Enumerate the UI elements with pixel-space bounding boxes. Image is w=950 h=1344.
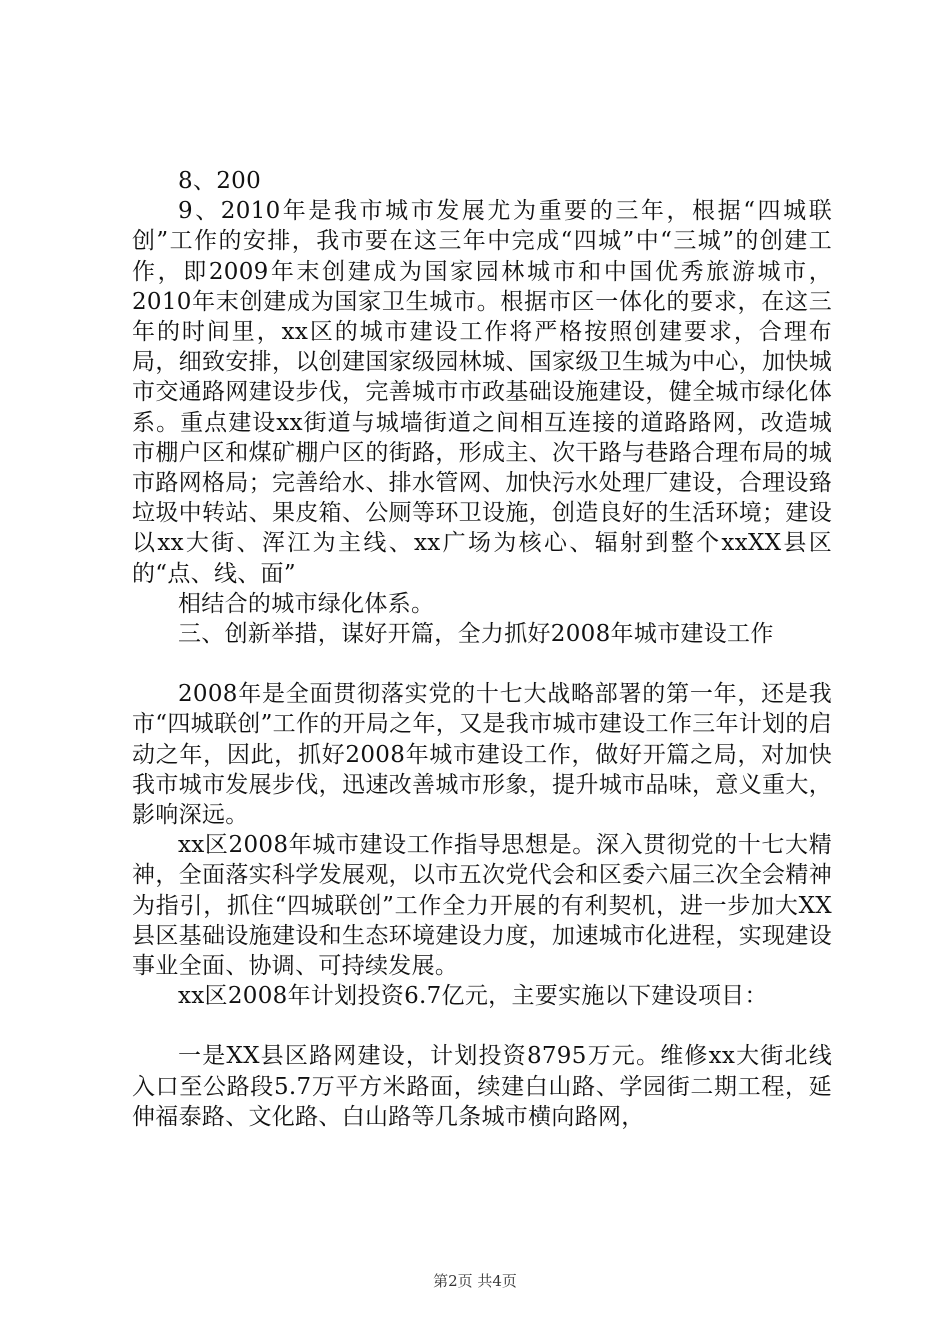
paragraph-item-9: 9、2010年是我市城市发展尤为重要的三年，根据“四城联创”工作的安排，我市要在这三年中完成“四城”中“三城”的创建工作，即2009年末创建成为国家园林城市和中国优秀旅游城市，2010年末创建成为国家卫生城市。根据市区一体化的要求，在这三年的时间里，xx区的城市建设工作将严格按照创建要求，合理布局，细致安排，以创建国家级园林城、国家级卫生城为中心，加快城市交通路网建设步伐，完善城市市政基础设施建设，健全城市绿化体系。重点建设xx街道与城墙街道之间相互连接的道路路网，改造城市棚户区和煤矿棚户区的街路，形成主、次干路与巷路合理布局的城市路网格局；完善给水、排水管网、加快污水处理厂建设，合理设臵垃圾中转站、果皮箱、公厕等环卫设施，创造良好的生活环境；建设以xx大街、浑江为主线、xx广场为核心、辐射到整个xxXX县区的“点、线、面” xyxy=(132,198,832,587)
page-footer: 第2页 共4页 xyxy=(433,1272,517,1290)
paragraph-guiding-thought: xx区2008年城市建设工作指导思想是。深入贯彻党的十七大精神，全面落实科学发展观，以市五次党代会和区委六届三次全会精神为指引，抓住“四城联创”工作全力开展的有利契机，进一步加大XX县区基础设施建设和生态环境建设力度，加速城市化进程，实现建设事业全面、协调、可持续发展。 xyxy=(132,832,832,980)
document-body xyxy=(132,166,832,1132)
paragraph-2008-overview: 2008年是全面贯彻落实党的十七大战略部署的第一年，还是我市“四城联创”工作的开局之年，又是我市城市建设工作三年计划的启动之年，因此，抓好2008年城市建设工作，做好开篇之局，对加快我市城市发展步伐，迅速改善城市形象，提升城市品味，意义重大，影响深远。 xyxy=(132,681,832,829)
paragraph-road-network: 一是XX县区路网建设，计划投资8795万元。维修xx大街北线入口至公路段5.7万平方米路面，续建白山路、学园街二期工程，延伸福泰路、文化路、白山路等几条城市横向路网， xyxy=(132,1043,832,1130)
paragraph-continuation: 相结合的城市绿化体系。 xyxy=(178,590,435,617)
section-heading-3: 三、创新举措，谋好开篇，全力抓好2008年城市建设工作 xyxy=(178,621,774,648)
paragraph-investment-plan: xx区2008年计划投资6.7亿元，主要实施以下建设项目： xyxy=(178,983,768,1010)
paragraph-item-8: 8、200 xyxy=(178,168,262,194)
